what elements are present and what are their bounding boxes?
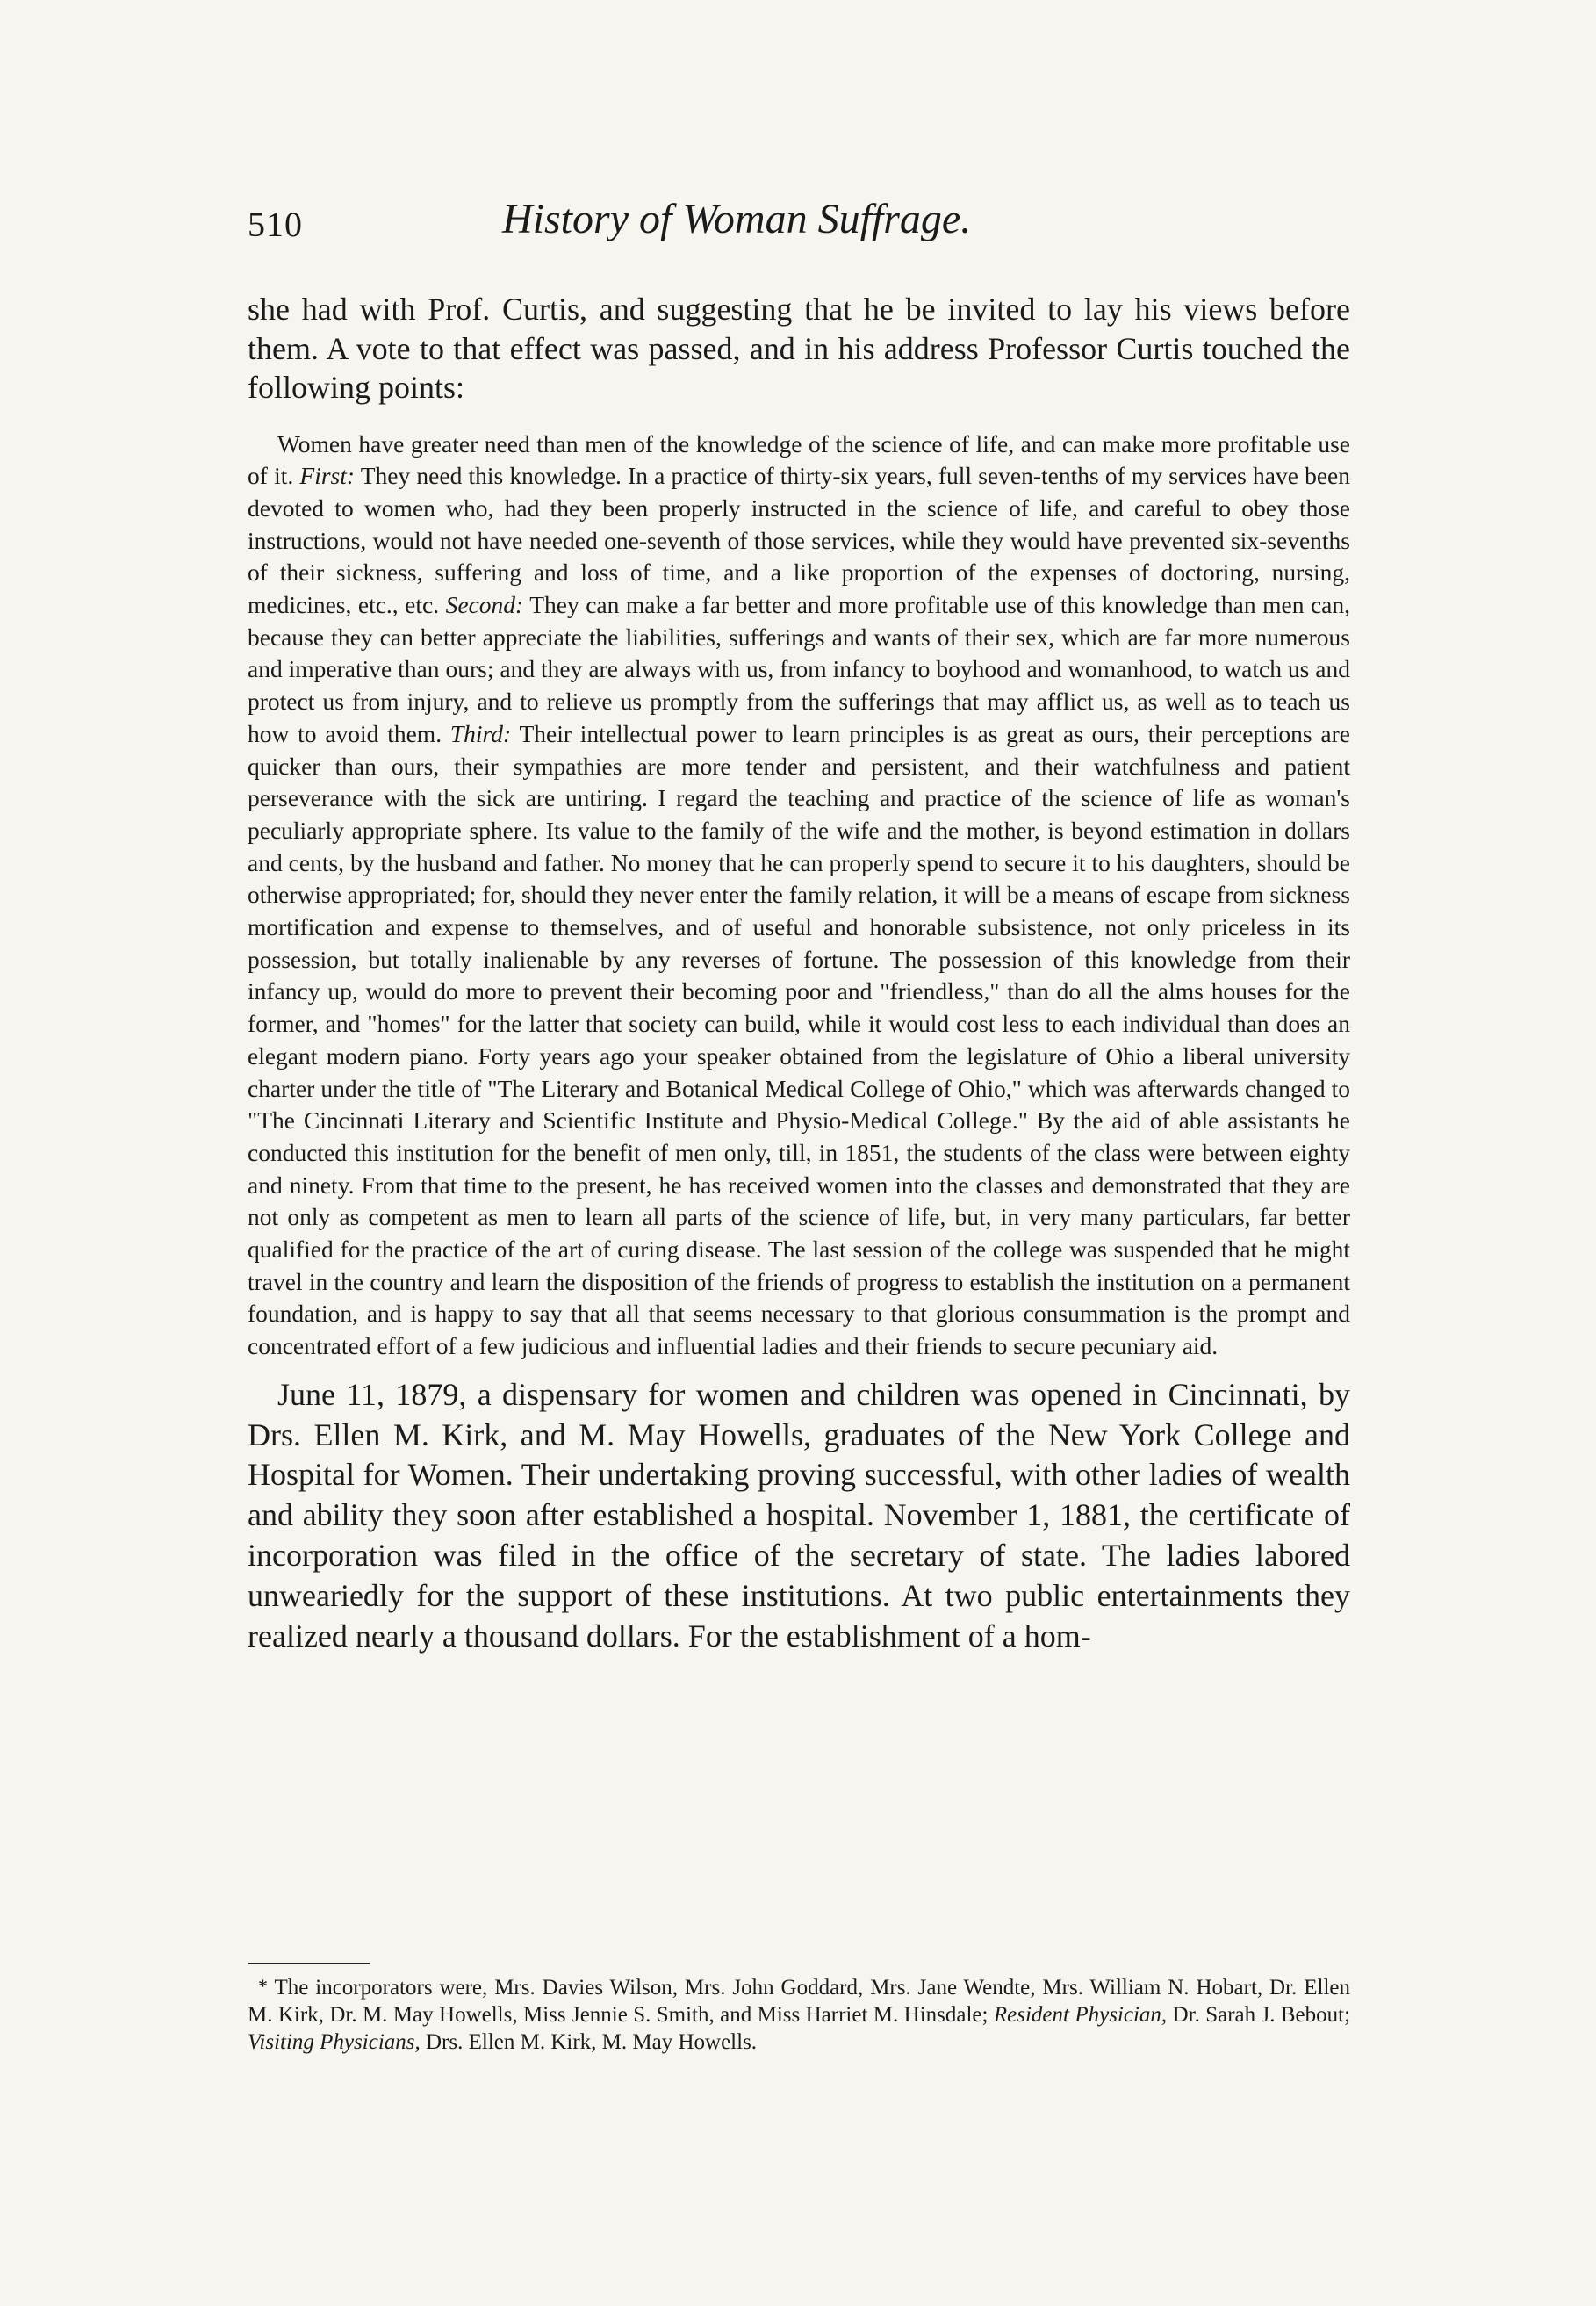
quote-part-4: Their intellectual power to learn principles is as great as ours, their perceptions are quicker than ours, their sympathies are more tender and persistent, and their watchfulness and patient perseverance with the sick are untiring. I regard the teaching and practice of the science of life as woman's peculiarly appropriate sphere. Its value to the family of the wife and the mother, is beyond estimation in dollars and cents, by the husband and father. No money that he can properly spend to secure it to his daughters, should be otherwise appropriated; for, should they never enter the family relation, it will be a means of escape from sickness mortification and expense to themselves, and of useful and honorable subsistence, not only priceless in its possession, but totally inalienable by any reverses of fortune. The possession of this knowledge from their infancy up, would do more to prevent their becoming poor and "friendless," than do all the alms houses for the former, and "homes" for the latter that society can build, while it would cost less to each individual than does an elegant modern piano. Forty years ago your speaker obtained from the legislature of Ohio a liberal university charter under the title of "The Literary and Botanical Medical College of Ohio," which was afterwards changed to "The Cincinnati Literary and Scientific Institute and Physio-Medical College." By the aid of able assistants he conducted this institution for the benefit of men only, till, in 1851, the students of the class were between eighty and ninety. From that time to the present, he has received women into the classes and demonstrated that they are not only as competent as men to learn all parts of the science of life, but, in very many particulars, far better qualified for the practice of the art of curing disease. The last session of the college was suspended that he might travel in the country and learn the disposition of the friends of progress to establish the institution on a permanent foundation, and is happy to say that all that seems necessary to that glorious consummation is the prompt and concentrated effort of a few judicious and influential ladies and their friends to secure pecuniary aid. — [248, 719, 1350, 1360]
quote-label-second: Second: — [445, 591, 524, 619]
page-number: 510 — [248, 205, 303, 244]
footnote — [248, 1972, 1350, 2056]
running-title: History of Woman Suffrage. — [502, 196, 972, 242]
footnote-marker: * — [258, 1975, 268, 1997]
footnote-part-3: Drs. Ellen M. Kirk, M. May Howells. — [426, 2030, 758, 2054]
footnote-divider — [248, 1963, 370, 1964]
intro-paragraph: she had with Prof. Curtis, and suggesting that he be invited to lay his views before them. A vote to that effect was passed, and in his address Professor Curtis touched the following points: — [248, 292, 1350, 405]
footnote-part-2: Dr. Sarah J. Bebout; — [1172, 2003, 1351, 2027]
dispensary-paragraph: June 11, 1879, a dispensary for women and children was opened in Cincinnati, by Drs. Ellen M. Kirk, and M. May Howells, graduates of the New York College and Hospital for Women. Their undertaking proving successful, with other ladies of wealth and ability they soon after established a hospital. November 1, 1881, the certificate of incorporation was filed in the office of the secretary of state. The ladies labored unweariedly for the support of these institutions. At two public entertainments they realized nearly a thousand dollars. For the establishment of a hom- — [248, 1376, 1350, 1654]
quote-label-third: Third: — [449, 719, 512, 747]
quoted-address — [248, 429, 1350, 1363]
quote-part-2: They need this knowledge. In a practice of thirty-six years, full seven-tenths of my services have been devoted to women who, had they been properly instructed in the science of life, and careful to obey those instructions, would not have needed one-seventh of those services, while they would have prevented six-sevenths of their sickness, suffering and loss of time, and a like proportion of the expenses of doctoring, nursing, medicines, etc., etc. — [248, 462, 1350, 619]
quote-part-3: They can make a far better and more profitable use of this knowledge than men can, because they can better appreciate the liabilities, sufferings and wants of their sex, which are far more numerous and imperative than ours; and they are always with us, from infancy to boyhood and womanhood, to watch us and protect us from injury, and to relieve us promptly from the sufferings that may afflict us, as well as to teach us how to avoid them. — [248, 591, 1350, 747]
page-header — [248, 195, 1350, 256]
book-page — [248, 0, 1350, 2306]
quote-part-1: Women have greater need than men of the knowledge of the science of life, and can make more profitable use of it. — [248, 429, 1350, 490]
footnote-label-visiting: Visiting Physicians, — [248, 2030, 421, 2054]
footnote-label-resident: Resident Physician, — [993, 2003, 1168, 2027]
quote-label-first: First: — [299, 462, 356, 490]
body-text — [248, 290, 1350, 1656]
footnote-part-1: The incorporators were, Mrs. Davies Wilson, Mrs. John Goddard, Mrs. Jane Wendte, Mrs. William N. Hobart, Dr. Ellen M. Kirk, Dr. M. May Howells, Miss Jennie S. Smith, and Miss Harriet M. Hinsdale; — [248, 1976, 1350, 2027]
